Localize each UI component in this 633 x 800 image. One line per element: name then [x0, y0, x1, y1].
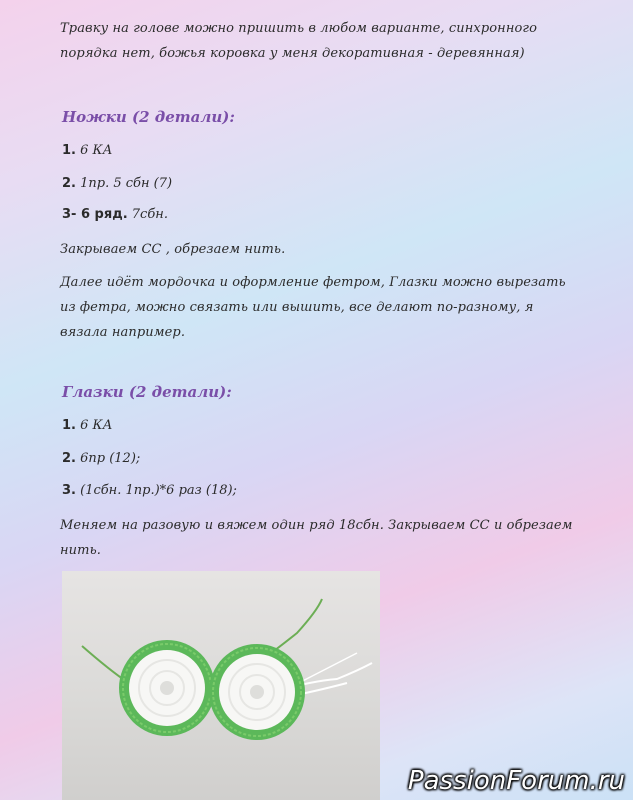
eyes-heading: Глазки (2 детали):: [62, 383, 232, 401]
legs-step-3: [62, 207, 168, 222]
legs-note: Далее идёт мордочка и оформление фетром, Глазки можно вырезать из фетра, можно связать или вышить, все делают по-разному, я вязала например.: [60, 275, 566, 340]
eyes-step-2: [62, 451, 140, 466]
step-text: 6пр (12);: [75, 451, 141, 466]
step-text: 6 КА: [75, 143, 113, 158]
step-number: 1.: [62, 143, 76, 158]
step-number: 3- 6 ряд.: [62, 207, 128, 222]
step-number: 1.: [62, 418, 76, 433]
step-number: 3.: [62, 483, 76, 498]
eyes-step-3: [62, 483, 237, 498]
intro-paragraph: Травку на голове можно пришить в любом варианте, синхронного порядка нет, божья коровка у меня декоративная - деревянная): [60, 21, 538, 61]
legs-heading: Ножки (2 детали):: [62, 108, 235, 126]
step-text: 6 КА: [75, 418, 113, 433]
step-text: 1пр. 5 сбн (7): [75, 176, 173, 191]
photo-illustration: [62, 571, 380, 800]
legs-step-2: [62, 176, 172, 191]
step-text: (1сбн. 1пр.)*6 раз (18);: [75, 483, 237, 498]
crocheted-eyes-photo: [62, 571, 380, 800]
legs-step-1: [62, 143, 112, 158]
eyes-step-1: [62, 418, 112, 433]
step-number: 2.: [62, 176, 76, 191]
eyes-note: Меняем на разовую и вяжем один ряд 18сбн. Закрываем СС и обрезаем нить.: [60, 518, 573, 558]
legs-close: Закрываем СС , обрезаем нить.: [60, 242, 286, 257]
step-text: 7сбн.: [127, 207, 168, 222]
watermark: PassionForum.ru: [407, 766, 625, 796]
step-number: 2.: [62, 451, 76, 466]
